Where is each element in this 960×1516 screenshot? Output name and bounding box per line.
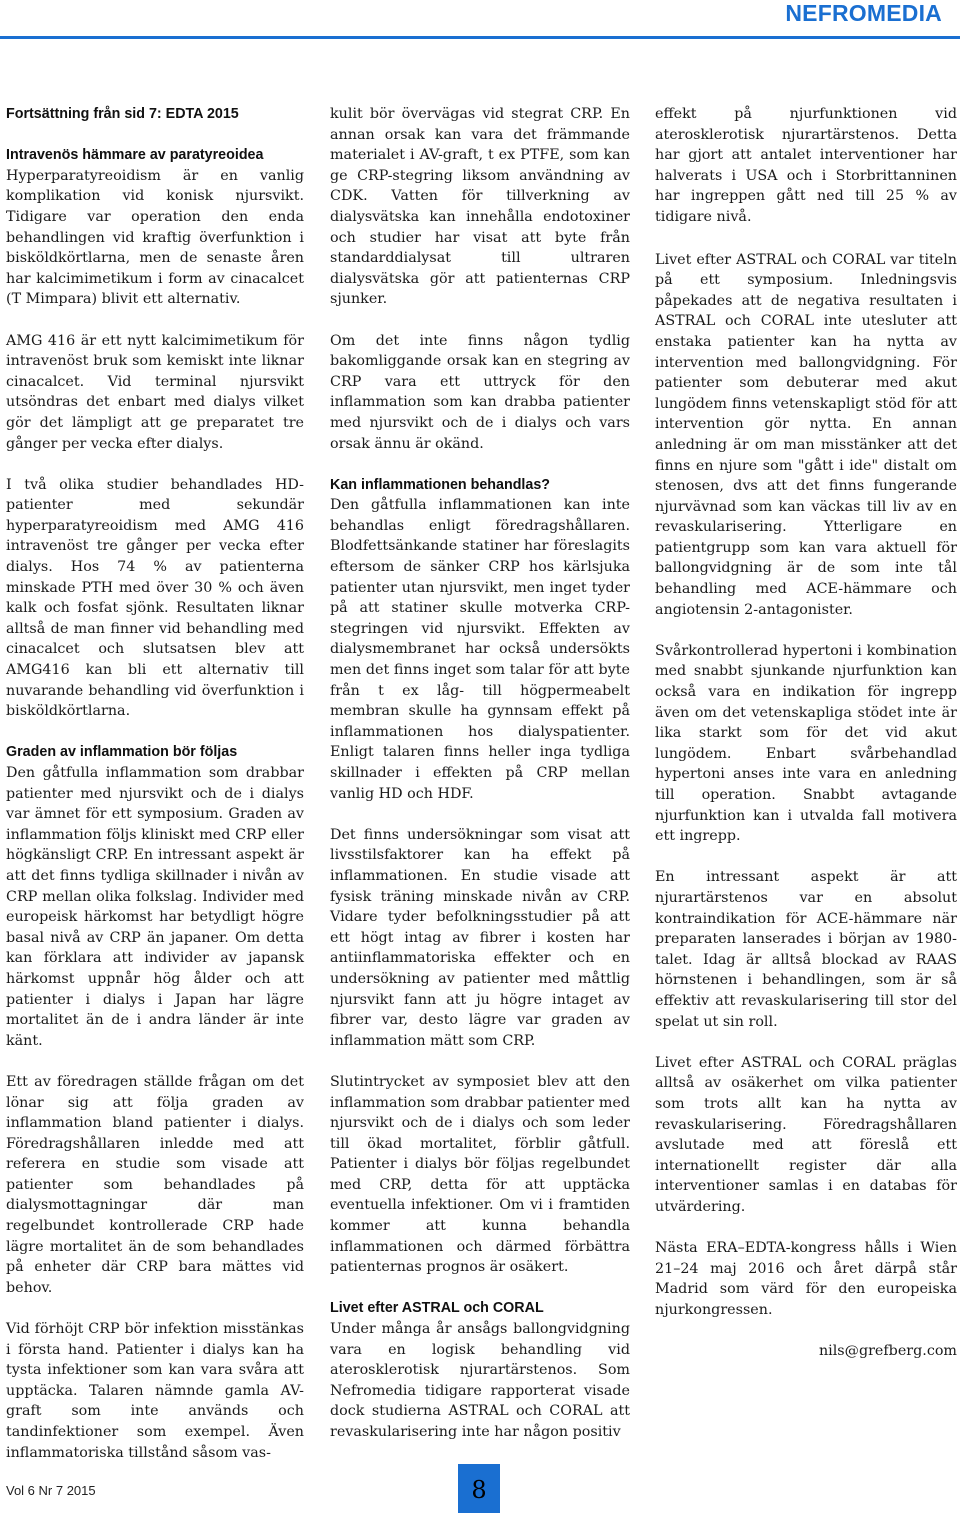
page-number: 8 bbox=[458, 1464, 500, 1513]
paragraph: Slutintrycket av symposiet blev att den inflammation som drabbar patienter med njursvikt och de i dialys och som leder till ökad mortalitet, förblir gåtfull. Patienter i dialys bör följas regelbundet med CRP, detta för att upptäcka eventuella infektioner. Om vi i framtiden kommer att kunna behandla inflammationen och därmed förbättra patienternas prognos är osäkert. bbox=[330, 1073, 630, 1276]
paragraph: Vid förhöjt CRP bör infektion misstänkas i första hand. Patienter i dialys kan ha tysta infektioner som kan vara svåra att upptäcka. Talaren nämnde gamla AV-graft som inte används och tandinfektioner som exempel. Även inflammatoriska tillstånd såsom vas- bbox=[6, 1321, 304, 1461]
column-3 bbox=[655, 104, 957, 1382]
paragraph: Hyperparatyreoidism är en vanlig komplikation vid konisk njursvikt. Tidigare var operation den enda behandlingen vid kraftig överfunktion i bisköldkörtlarna, men de senaste åren har kalcimimetikum i form av cinacalcet (T Mimpara) blivit ett alternativ. bbox=[6, 167, 304, 308]
paragraph: En intressant aspekt är att njurartärstenos var en absolut kontraindikation för ACE-hämmare när preparaten lanserades i början av 1980-talet. Idag är alltså blockad av RAAS hörnstenen i behandlingen, som är så effektiv att revaskularisering till stor del spelat ut sin roll. bbox=[655, 869, 957, 1030]
masthead bbox=[0, 0, 960, 44]
continuation-note: Fortsättning från sid 7: EDTA 2015 bbox=[6, 106, 239, 122]
author-email[interactable]: nils@grefberg.com bbox=[818, 1343, 957, 1360]
paragraph: I två olika studier behandlades HD-patienter med sekundär hyperparatyreoidism med AMG 416 intravenöst tre gånger per vecka efter dialys. Hos 74 % av patienterna minskade PTH med över 30 % och även kalk och fosfat sjönk. Resultaten liknar alltså de man finner vid behandling med cinacalcet och slutsatsen blev att AMG416 kan bli ett alternativ till nuvarande behandling vid överfunktion i bisköldkörtlarna. bbox=[6, 476, 304, 720]
column-2 bbox=[330, 104, 630, 1463]
paragraph: Den gåtfulla inflammation som drabbar patienter med njursvikt och de i dialys var ämnet för ett symposium. Graden av inflammation följs kliniskt med CRP eller högkänsligt CRP. En intressant aspekt är att det finns tydliga skillnader i nivån av CRP mellan olika folkslag. Individer med europeisk härkomst har betydligt högre basal nivå av CRP än japaner. Om detta kan förklara att individer av japansk härkomst uppnår hög ålder och att patienter i dialys i Japan har lägre mortalitet än de i andra länder är inte känt. bbox=[6, 765, 304, 1049]
section-heading: Kan inflammationen behandlas? bbox=[330, 476, 551, 493]
paragraph: Det finns undersökningar som visat att livsstilsfaktorer kan ha effekt på inflammationen. En studie visade att fysisk träning minskade nivån av CRP. Vidare tyder befolkningsstudier på att ett högt intag av fibrer i kosten har antiinflammatoriska effekter och en undersökning av patienter med måttlig njursvikt fann att ju högre intaget av fibrer var, desto lägre var graden av inflammation mätt som CRP. bbox=[330, 826, 630, 1049]
issue-info: Vol 6 Nr 7 2015 bbox=[6, 1483, 96, 1498]
brand-logo: NEFROMEDIA bbox=[785, 0, 942, 26]
section-heading: Graden av inflammation bör följas bbox=[6, 744, 238, 761]
section-heading: Intravenös hämmare av paratyreoidea bbox=[6, 147, 264, 164]
paragraph: effekt på njurfunktionen vid aterosklerotisk njurartärstenos. Detta har gjort att antalet interventioner har halverats i USA och i Storbrittanninen har ingreppen gått ned till 25 % av tidigare nivå. bbox=[655, 106, 957, 225]
paragraph: AMG 416 är ett nytt kalcimimetikum för intravenöst bruk som kemiskt inte liknar cinacalcet. Vid terminal njursvikt utsöndras det enbart med dialys vilket gör det lämpligt att ge preparatet tre gånger per vecka efter dialys. bbox=[6, 332, 304, 452]
paragraph: kulit bör övervägas vid stegrat CRP. En annan orsak kan vara det främmande materialet i AV-graft, t ex PTFE, som kan ge CRP-stegring liksom användning av CDK. Vatten för tillverkning av dialysvätska kan innehålla endotoxiner och studier har visat att byte från standarddialysat till ultraren dialysvätska gör att patienternas CRP sjunker. bbox=[330, 106, 630, 308]
paragraph: Livet efter ASTRAL och CORAL var titeln på ett symposium. Inledningsvis påpekades att de negativa resultaten i ASTRAL och CORAL inte utesluter att enstaka patienter kan ha nytta av intervention med ballongvidgning. För patienter som debuterar med akut lungödem finns vetenskapligt stöd för att intervention gör nytta. En annan anledning är om man misstänker att det finns en njure som "gått i ide" distalt om stenosen, dvs att det finns fungerande njurvävnad som kan väckas till liv av en revaskularisering. Ytterligare en patientgrupp som kan vara aktuell för ballongvidgning är de som inte tål behandling med ACE-hämmare och angiotensin 2-antagonister. bbox=[655, 251, 957, 618]
paragraph: Svårkontrollerad hypertoni i kombination med snabbt sjunkande njurfunktion kan också vara en indikation för ingrepp även om det vetenskapliga stödet inte är lika starkt som för det vid akut lungödem. Enbart svårbehandlad hypertoni anses inte vara en anledning till operation. Snabbt avtagande njurfunktion kan i utvalda fall motivera ett ingrepp. bbox=[655, 642, 957, 845]
paragraph: Den gåtfulla inflammationen kan inte behandlas enligt föredragshållaren. Blodfettsänkande statiner har föreslagits eftersom de sänker CRP hos kärlsjuka patienter utan njursvikt, men inget tyder på att statiner skulle motverka CRP-stegringen vid njursvikt. Effekten av dialysmembranet har också undersökts men det finns inget som talar för att byte från t ex låg- till högpermeabelt membran skulle ha gynnsam effekt på inflammationen hos dialyspatienter. Enligt talaren finns heller inga tydliga skillnader i effekten på CRP mellan vanlig HD och HDF. bbox=[330, 497, 630, 802]
column-1 bbox=[6, 104, 304, 1484]
paragraph: Livet efter ASTRAL och CORAL präglas alltså av osäkerhet om vilka patienter som trots allt kan ha nytta av revaskularisering. Föredragshållaren avslutade med att föreslå ett internationellt register där alla interventioner samlas i en databas för utvärdering. bbox=[655, 1054, 957, 1215]
header-rule bbox=[0, 36, 960, 39]
paragraph: Ett av föredragen ställde frågan om det lönar sig att följa graden av inflammation bland patienter i dialys. Föredragshållaren inledde med att referera en studie som visade att patienter som behandlades på dialysmottagningar där man regelbundet kontrollerade CRP hade lägre mortalitet än de som behandlades på enheter där CRP bara mättes vid behov. bbox=[6, 1073, 304, 1296]
paragraph: Om det inte finns någon tydlig bakomliggande orsak kan en stegring av CRP vara ett uttryck för den inflammation som kan drabba patienter med njursvikt och de i dialys och vars orsak ännu är okänd. bbox=[330, 332, 630, 452]
paragraph: Nästa ERA–EDTA-kongress hålls i Wien 21–24 maj 2016 och året därpå står Madrid som värd för den europeiska njurkongressen. bbox=[655, 1240, 957, 1318]
paragraph: Under många år ansågs ballongvidgning vara en logisk behandling vid aterosklerotisk njurartärstenos. Som Nefromedia tidigare rapporterat visade dock studierna ASTRAL och CORAL att revaskularisering inte har någon positiv bbox=[330, 1321, 630, 1440]
section-heading: Livet efter ASTRAL och CORAL bbox=[330, 1300, 544, 1317]
